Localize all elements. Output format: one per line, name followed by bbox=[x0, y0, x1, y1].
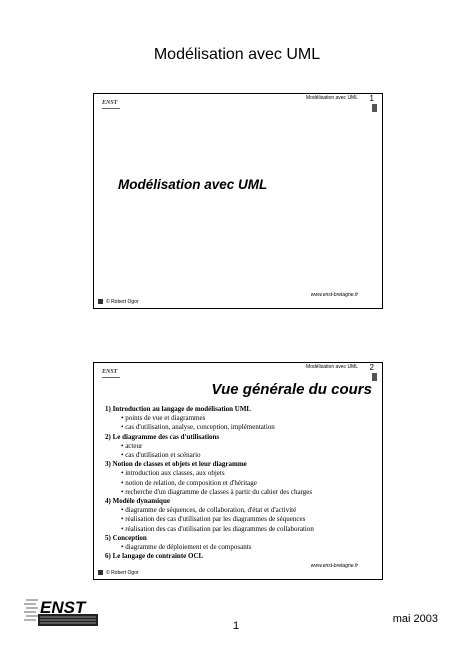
outline-item: • acteur bbox=[105, 442, 375, 451]
page-date: mai 2003 bbox=[392, 613, 438, 625]
outline-section: 2) Le diagramme des cas d'utilisations bbox=[105, 432, 220, 441]
slide-header: Modélisation avec UML bbox=[306, 364, 358, 370]
logo-text: ENST bbox=[40, 598, 86, 617]
outline-item: • diagramme de séquences, de collaboration, d'état et d'activité bbox=[105, 506, 375, 515]
scroll-marker bbox=[372, 373, 377, 381]
outline-item: • réalisation des cas d'utilisation par les diagrammes de collaboration bbox=[105, 525, 375, 534]
outline-item: • points de vue et diagrammes bbox=[105, 414, 375, 423]
outline-section: 5) Conception bbox=[105, 533, 147, 542]
logo-underline bbox=[102, 377, 120, 378]
outline-item: • diagramme de déploiement et de composants bbox=[105, 543, 375, 552]
outline-item: • notion de relation, de composition et d'héritage bbox=[105, 479, 375, 488]
outline-section: 1) Introduction au langage de modélisation UML bbox=[105, 405, 252, 413]
slide-url: www.enst-bretagne.fr bbox=[310, 563, 358, 569]
enst-logo bbox=[24, 594, 100, 628]
outline-item: • introduction aux classes, aux objets bbox=[105, 469, 375, 478]
footer-square-icon bbox=[98, 570, 103, 575]
course-outline bbox=[105, 405, 375, 561]
logo-underline bbox=[102, 108, 120, 109]
enst-logo-small: ENST bbox=[102, 369, 118, 375]
enst-logo-small: ENST bbox=[102, 100, 118, 106]
slide-1 bbox=[93, 93, 383, 309]
slide-url: www.enst-bretagne.fr bbox=[310, 292, 358, 298]
enst-logo-graphic bbox=[24, 594, 100, 628]
slide-number: 1 bbox=[369, 94, 374, 103]
slide-footer: © Robert Ogor bbox=[106, 299, 139, 305]
slide-footer: © Robert Ogor bbox=[106, 570, 139, 576]
outline-item: • réalisation des cas d'utilisation par les diagrammes de séquences bbox=[105, 515, 375, 524]
outline-item: • cas d'utilisation, analyse, conception, implémentation bbox=[105, 423, 375, 432]
outline-item: • recherche d'un diagramme de classes à partir du cahier des charges bbox=[105, 488, 375, 497]
outline-item: • cas d'utilisation et scénario bbox=[105, 451, 375, 460]
slide-title: Vue générale du cours bbox=[211, 381, 372, 398]
outline-section: 4) Modèle dynamique bbox=[105, 497, 170, 506]
slide-number: 2 bbox=[369, 363, 374, 372]
page-title: Modélisation avec UML bbox=[153, 46, 321, 63]
scroll-marker bbox=[372, 104, 377, 112]
outline-section: 6) Le langage de contrainte OCL bbox=[105, 552, 204, 561]
slide-header: Modélisation avec UML bbox=[306, 95, 358, 101]
slide-title: Modélisation avec UML bbox=[118, 177, 268, 192]
slide-2 bbox=[93, 362, 383, 580]
page-number: 1 bbox=[233, 620, 240, 632]
outline-section: 3) Notion de classes et objets et leur diagramme bbox=[105, 460, 247, 469]
footer-square-icon bbox=[98, 299, 103, 304]
